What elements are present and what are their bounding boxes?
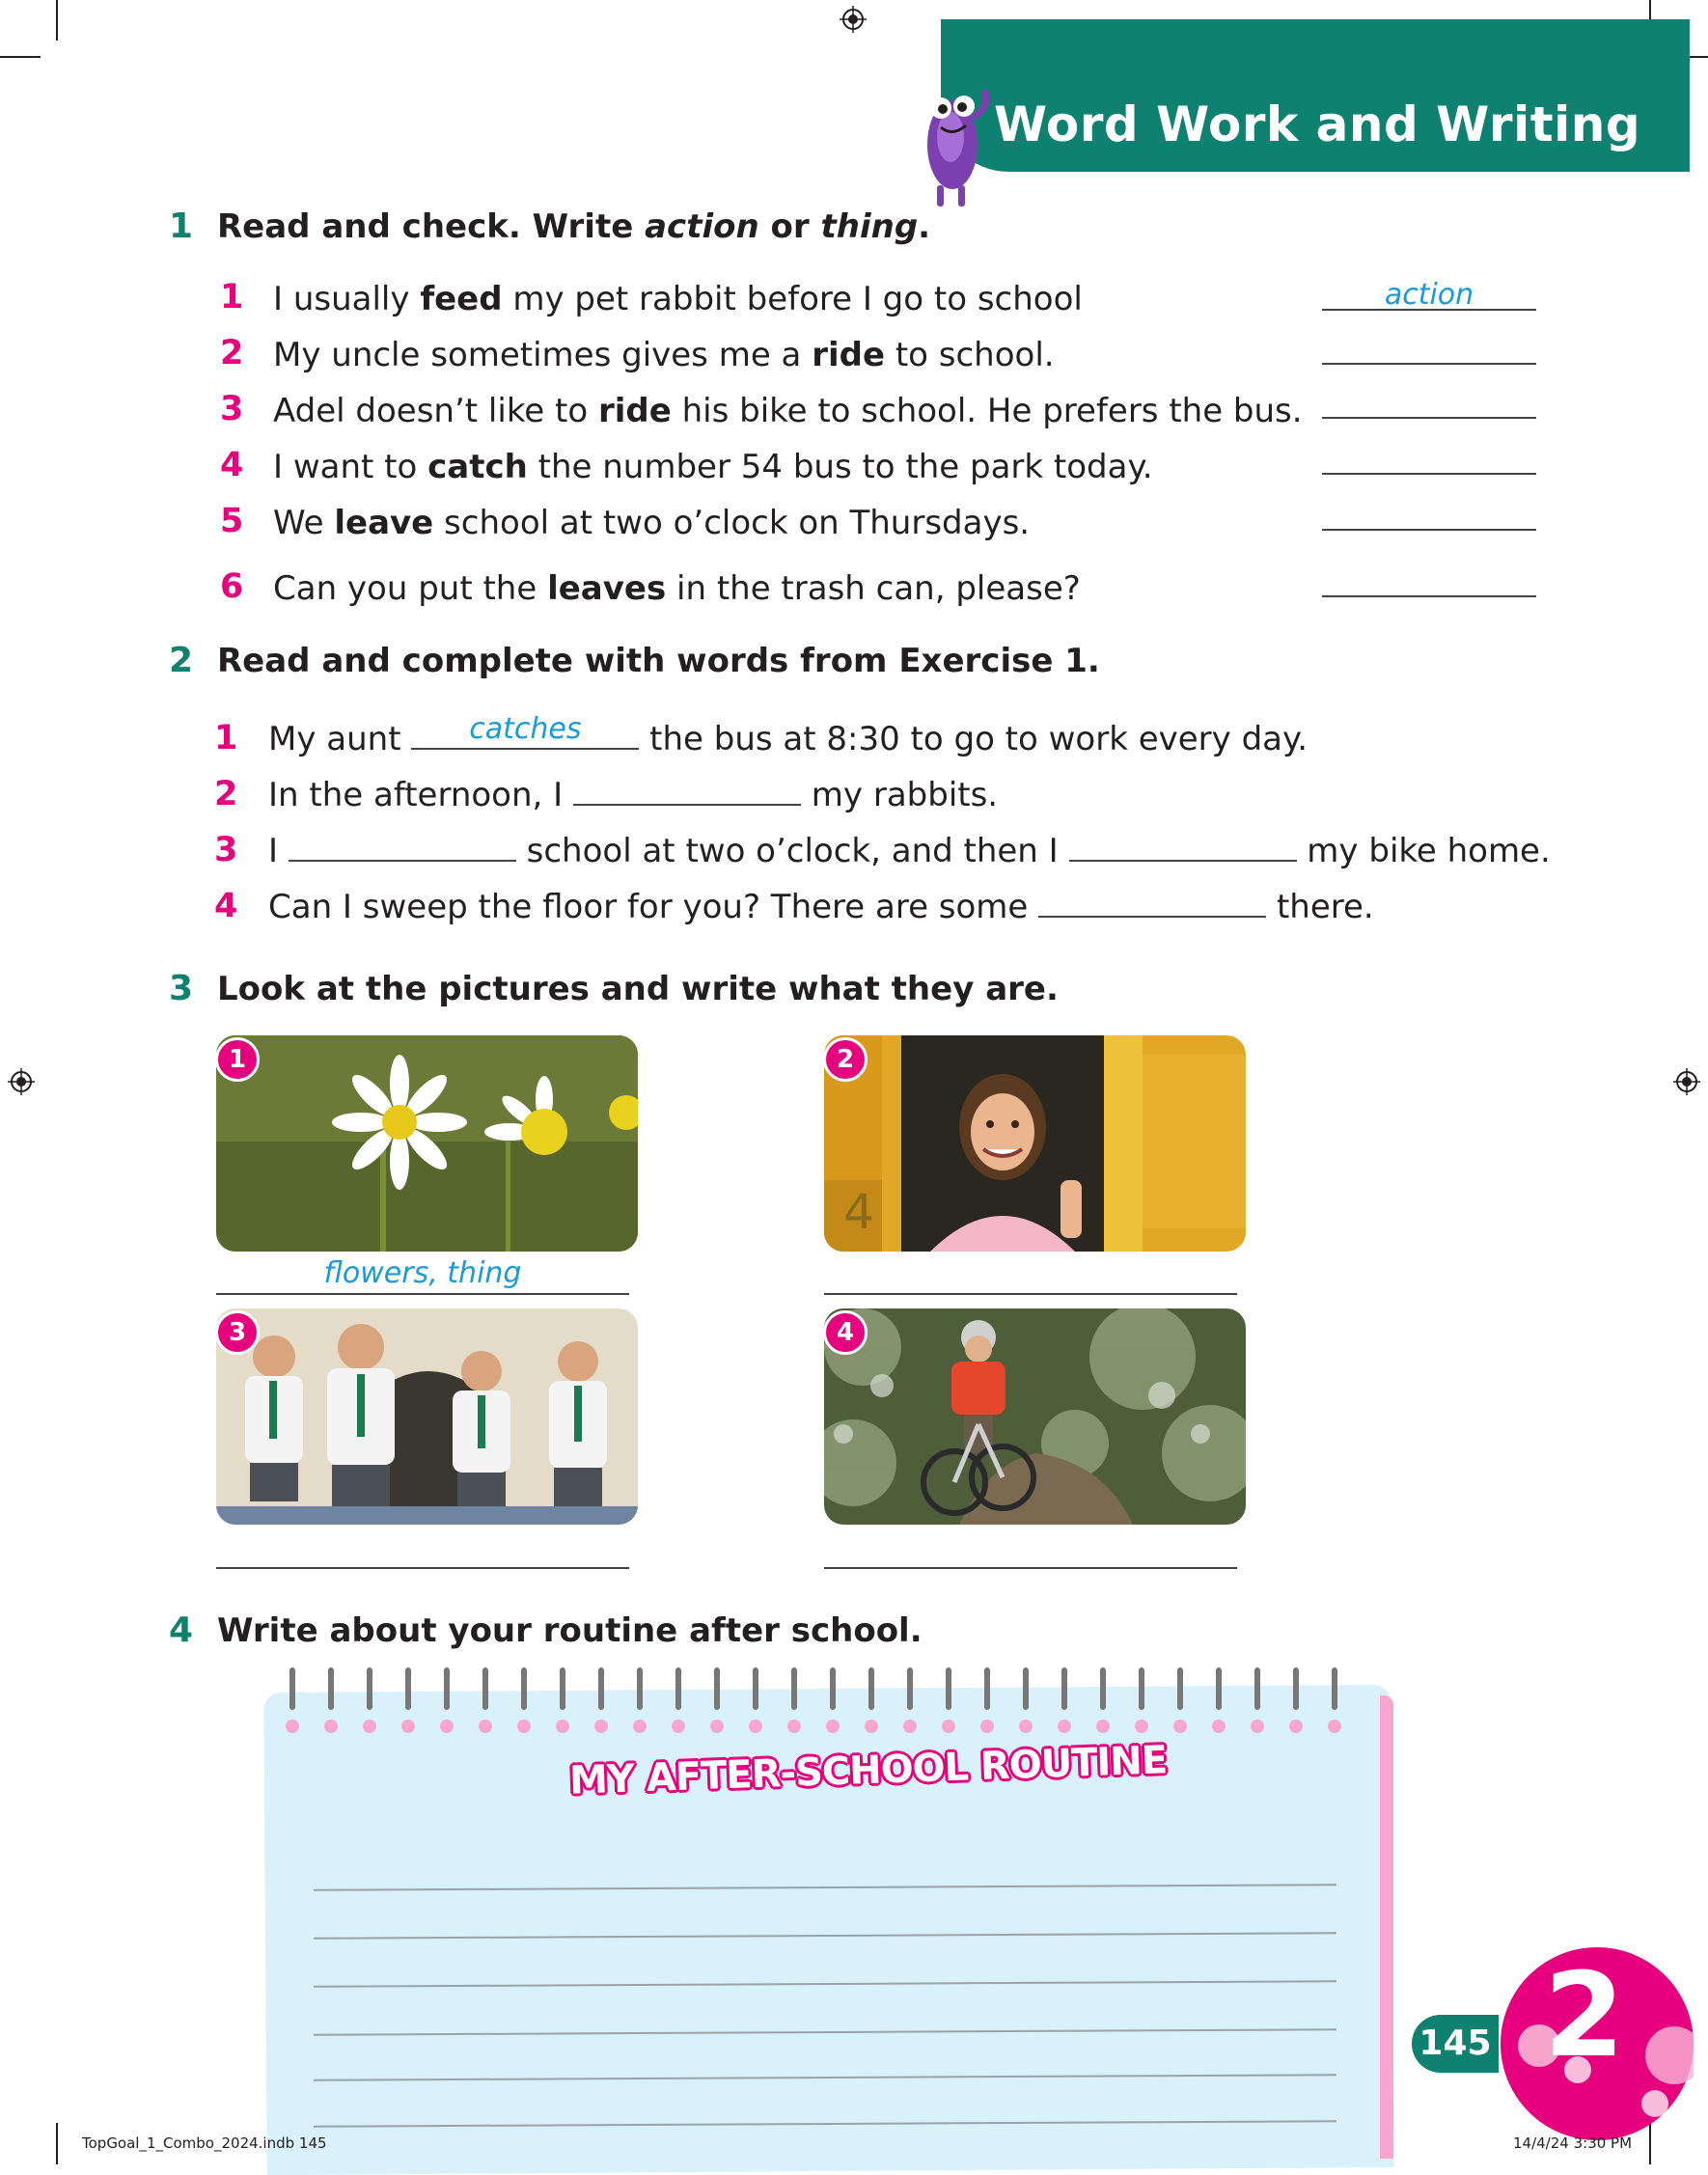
sentence-text: my bike home. (1296, 832, 1551, 870)
answer-line[interactable] (1322, 417, 1536, 419)
item-number: 1 (220, 278, 244, 317)
exercise-title: Read and complete with words from Exercise 1. (217, 642, 1100, 680)
key-word: ride (812, 336, 886, 374)
notebook-title: MY AFTER-SCHOOL ROUTINE (568, 1738, 1168, 1803)
spiral-ring-icon (1023, 1667, 1029, 1710)
answer-line[interactable] (216, 1567, 629, 1569)
answer-line[interactable] (216, 1293, 629, 1295)
sentence (273, 336, 1055, 374)
photo-bike-rider (824, 1308, 1246, 1525)
answer-line[interactable] (1322, 363, 1536, 365)
photo-daisies (216, 1035, 638, 1252)
spiral-ring-icon (830, 1667, 836, 1710)
page-number: 145 (1412, 2015, 1499, 2073)
ring-hole (324, 1720, 338, 1733)
spiral-ring-icon (714, 1667, 720, 1710)
spiral-ring-icon (791, 1667, 797, 1710)
sentence-text: to school. (885, 336, 1055, 374)
ring-hole (865, 1720, 878, 1733)
spiral-ring-icon (1254, 1667, 1260, 1710)
sentence (268, 832, 1551, 870)
ring-hole (1019, 1720, 1033, 1733)
sentence (273, 280, 1083, 318)
ring-hole (594, 1720, 608, 1733)
sentence-text: school at two o’clock, and then I (515, 832, 1069, 870)
spiral-ring-icon (984, 1667, 990, 1710)
item-number: 4 (214, 887, 238, 925)
key-word: catch (427, 448, 528, 486)
ring-hole (479, 1720, 492, 1733)
sentence (273, 392, 1303, 430)
answer-text: flowers, thing (323, 1256, 522, 1290)
ring-hole (1058, 1720, 1071, 1733)
ring-hole (1212, 1720, 1226, 1733)
ring-hole (1096, 1720, 1110, 1733)
sentence (268, 888, 1374, 926)
item-number: 4 (220, 446, 244, 484)
ring-hole (1173, 1720, 1187, 1733)
exercise-number: 1 (169, 206, 194, 246)
photo-school-bus-girl (824, 1035, 1246, 1252)
sentence-text: We (273, 504, 335, 542)
picture-number-badge: 2 (823, 1037, 868, 1082)
item-number: 3 (214, 831, 238, 869)
svg-text:4: 4 (843, 1184, 874, 1240)
fill-blank[interactable] (573, 777, 801, 806)
spiral-ring-icon (907, 1667, 913, 1710)
picture-number-badge: 4 (823, 1310, 868, 1355)
item-number: 2 (214, 775, 238, 813)
sentence-text: In the afternoon, I (268, 776, 573, 814)
answer-line[interactable] (1322, 473, 1536, 475)
registration-mark-icon (840, 6, 867, 33)
sentence-text: I usually (273, 280, 421, 318)
ring-hole (633, 1720, 647, 1733)
spiral-ring-icon (560, 1667, 565, 1710)
crop-mark (56, 0, 58, 41)
sentence-text: in the trash can, please? (666, 569, 1081, 608)
fill-blank[interactable] (289, 833, 516, 862)
exercise-title: Write about your routine after school. (217, 1611, 923, 1650)
ring-hole (787, 1720, 801, 1733)
footer-date: 14/4/24 3:30 PM (1513, 2134, 1633, 2152)
registration-mark-icon (8, 1068, 35, 1095)
answer-text: catches (469, 712, 582, 746)
item-number: 3 (220, 390, 244, 428)
registration-mark-icon (1673, 1068, 1700, 1095)
item-number: 6 (220, 567, 244, 606)
sentence-text: I want to (273, 448, 428, 486)
purple-monster-mascot-icon (912, 77, 989, 212)
crop-mark (56, 2123, 58, 2164)
ring-hole (1328, 1720, 1341, 1733)
exercise-number: 3 (169, 969, 194, 1008)
spiral-ring-icon (1061, 1667, 1067, 1710)
title-text: . (918, 207, 931, 246)
picture-number-badge: 3 (215, 1310, 260, 1355)
sentence-text: Adel doesn’t like to (273, 392, 598, 430)
ring-hole (517, 1720, 531, 1733)
sentence-text: I (268, 832, 289, 870)
spiral-ring-icon (1293, 1667, 1299, 1710)
spiral-ring-icon (367, 1667, 372, 1710)
sentence (273, 504, 1030, 542)
child-riding-bike-image (824, 1308, 1246, 1525)
key-word: leave (334, 504, 434, 542)
page-title: Word Work and Writing (994, 96, 1641, 152)
ring-hole (363, 1720, 376, 1733)
spiral-ring-icon (328, 1667, 334, 1710)
exercise-number: 4 (169, 1611, 194, 1650)
ring-hole (286, 1720, 299, 1733)
sentence-text: Can I sweep the floor for you? There are some (268, 888, 1039, 926)
spiral-ring-icon (1100, 1667, 1106, 1710)
answer-line[interactable] (824, 1293, 1237, 1295)
ring-hole (903, 1720, 917, 1733)
ring-hole (710, 1720, 724, 1733)
ring-hole (749, 1720, 762, 1733)
boys-leaving-school-image (216, 1308, 638, 1525)
spiral-ring-icon (482, 1667, 488, 1710)
photo-schoolboys (216, 1308, 638, 1525)
fill-blank[interactable] (1069, 833, 1297, 862)
spiral-ring-icon (289, 1667, 295, 1710)
sentence (268, 776, 998, 814)
spiral-ring-icon (753, 1667, 758, 1710)
exercise-title (217, 207, 930, 246)
sentence-text: there. (1266, 888, 1374, 926)
sentence-text: the number 54 bus to the park today. (527, 448, 1153, 486)
footer-file-name: TopGoal_1_Combo_2024.indb 145 (82, 2134, 327, 2152)
notebook-edge (1380, 1695, 1393, 2159)
item-number: 2 (220, 334, 244, 372)
ring-hole (672, 1720, 685, 1733)
spiral-ring-icon (946, 1667, 951, 1710)
title-text: or (758, 207, 821, 246)
sentence-text: My uncle sometimes gives me a (273, 336, 813, 374)
answer-line[interactable] (1322, 529, 1536, 531)
ring-hole (826, 1720, 840, 1733)
spiral-ring-icon (1177, 1667, 1183, 1710)
ring-hole (556, 1720, 569, 1733)
spiral-ring-icon (868, 1667, 874, 1710)
exercise-title: Look at the pictures and write what they are. (217, 970, 1059, 1008)
ring-hole (1251, 1720, 1264, 1733)
title-text: Read and check. Write (217, 207, 646, 246)
sentence-text: my pet rabbit before I go to school (502, 280, 1083, 318)
sentence (273, 569, 1081, 608)
ring-hole (980, 1720, 994, 1733)
answer-text: action (1384, 278, 1474, 312)
spiral-ring-icon (1332, 1667, 1337, 1710)
ring-hole (1289, 1720, 1303, 1733)
sentence-text: school at two o’clock on Thursdays. (433, 504, 1031, 542)
key-word: ride (597, 392, 672, 430)
answer-line[interactable] (1322, 309, 1536, 311)
sentence-text: his bike to school. He prefers the bus. (671, 392, 1303, 430)
answer-line[interactable] (824, 1567, 1237, 1569)
spiral-ring-icon (1216, 1667, 1222, 1710)
crop-mark (0, 56, 41, 58)
item-number: 5 (220, 502, 244, 540)
ring-hole (401, 1720, 415, 1733)
exercise-number: 2 (169, 641, 194, 680)
answer-line[interactable] (1322, 595, 1536, 597)
spiral-ring-icon (444, 1667, 450, 1710)
ring-hole (440, 1720, 454, 1733)
spiral-ring-icon (1139, 1667, 1144, 1710)
ring-hole (942, 1720, 955, 1733)
spiral-ring-icon (405, 1667, 411, 1710)
sentence-text: my rabbits. (800, 776, 999, 814)
sentence (268, 712, 1309, 758)
fill-blank[interactable] (411, 712, 639, 750)
spiral-ring-icon (598, 1667, 604, 1710)
spiral-ring-icon (521, 1667, 527, 1710)
spiral-ring-icon (637, 1667, 643, 1710)
key-word: leaves (547, 569, 667, 608)
ring-hole (1135, 1720, 1148, 1733)
title-text: thing (820, 207, 919, 246)
unit-number: 2 (1544, 1949, 1625, 2083)
key-word: feed (420, 280, 503, 318)
daisy-flowers-image (216, 1035, 638, 1252)
sentence (273, 448, 1153, 486)
girl-on-bus-image (824, 1035, 1246, 1252)
fill-blank[interactable] (1038, 889, 1266, 918)
picture-number-badge: 1 (215, 1037, 260, 1082)
sentence-text: the bus at 8:30 to go to work every day. (639, 720, 1309, 758)
spiral-ring-icon (675, 1667, 681, 1710)
sentence-text: My aunt (268, 720, 412, 758)
sentence-text: Can you put the (273, 569, 548, 608)
title-text: action (645, 207, 759, 246)
item-number: 1 (214, 719, 238, 757)
